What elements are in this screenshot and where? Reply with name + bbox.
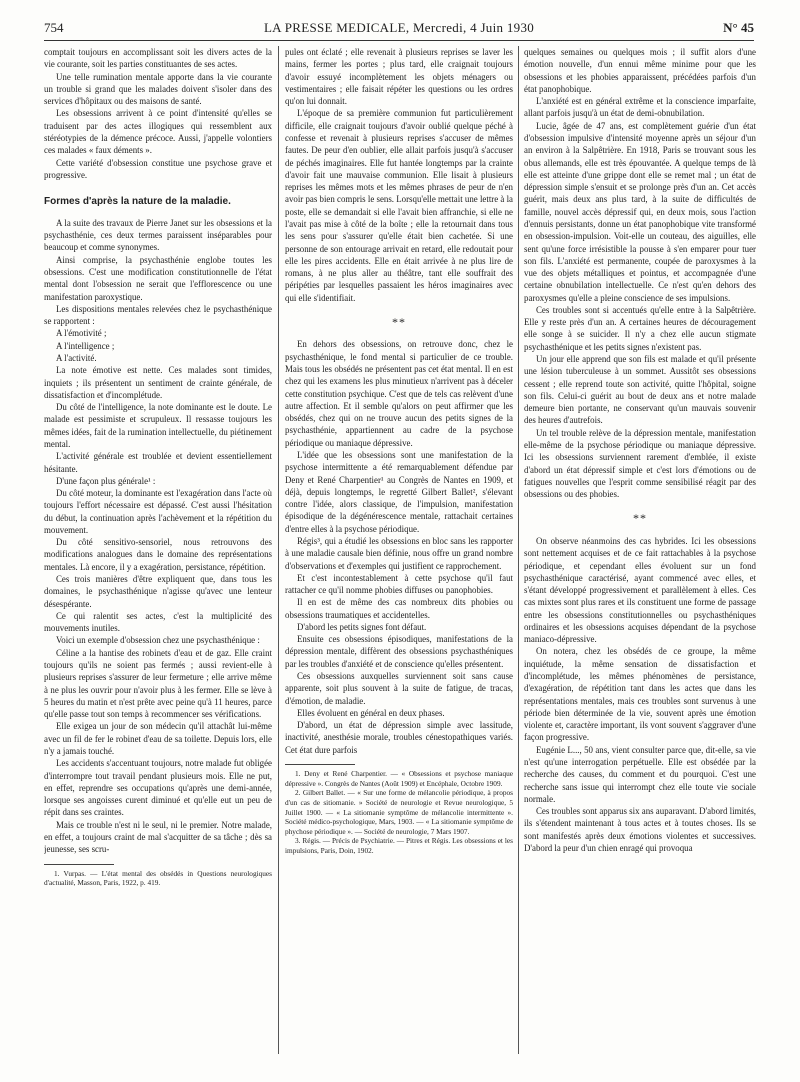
paragraph: A la suite des travaux de Pierre Janet sur les obsessions et la psychasthénie, ces deux termes paraissent inséparables pour beaucoup et comme synonymes. [44,217,272,253]
footnote-rule [44,864,114,865]
footnote-rule [285,764,355,765]
paragraph: Cette variété d'obsession constitue une psychose grave et progressive. [44,157,272,180]
publication-title: LA PRESSE MEDICALE, Mercredi, 4 Juin 1930 [263,20,535,35]
paragraph: On observe néanmoins des cas hybrides. Ici les obsessions sont nettement acquises et de ce fait rattachables à la psychose périodique, et cependant elles évoluent sur un fond psychasthénique caractérisé, ayant commencé avec elles, et s'étant développé progressivement et parallèlement à elles. Ces cas mixtes sont plus rares et ils constituent une forme de passage entre les obsessions constitutionnelles ou psychasthéniques ordinaires et les obsessions acquises dépendant de la psychose maniaco-dépressive. [524,535,756,645]
paragraph: Ces obsessions auxquelles surviennent soit sans cause apparente, soit plus souvent à la suite de fatigue, de tracas, d'émotion, de maladie. [285,671,513,706]
paragraph: Du côté sensitivo-sensoriel, nous retrouvons des modifications analogues dans le domaine des représentations mentales. Là encore, il y a exagération, persistance, répétition. [44,537,272,572]
paragraph: Et c'est incontestablement à cette psychose qu'il faut rattacher ce qu'il nomme phobies diffuses ou panophobies. [285,572,513,596]
issue-number: N° 45 [723,20,754,35]
page-number: 754 [44,20,64,35]
paragraph: Un jour elle apprend que son fils est malade et qu'il présente une lésion tuberculeuse à un sommet. Aussitôt ses obsessions cessent ; elle reprend toute son activité, quitte l'hôpital, soigne son fils. Celui-ci guérit au bout de deux ans et notre malade demeure bien portante, ne conservant qu'un mauvais souvenir des heures d'autrefois. [524,354,756,426]
column-3 [524,46,756,1056]
paragraph: Les accidents s'accentuant toujours, notre malade fut obligée d'interrompre tout travail pendant plusieurs mois. Elle ne put, en effet, reprendre ses occupations qu'après une demi-année, lorsque ses angoisses curent diminué et qu'elle eut un peu de répit dans ses craintes. [44,758,272,818]
paragraph: Les obsessions arrivent à ce point d'intensité qu'elles se traduisent par des actes illogiques qui ressemblent aux stéréotypies de la démence précoce. Aussi, j'appelle volontiers ces malades « faux déments ». [44,108,272,156]
paragraph: L'idée que les obsessions sont une manifestation de la psychose intermittente a été remarquablement défendue par Deny et René Charpentier¹ au Congrès de Nantes en 1909, et déjà, depuis longtemps, le regretté Gilbert Ballet², s'élevant contre l'idée, alors classique, de l'impulsion, manifestation épisodique de la dégénérescence mentale, rattachait certaines d'entre elles à la psychose périodique. [285,449,513,534]
column-2 [285,46,513,1056]
column-divider [518,46,519,1054]
footnote: 3. Régis. — Précis de Psychiatrie. — Pitres et Régis. Les obsessions et les impulsions, Paris, Doin, 1902. [285,836,513,856]
paragraph: Il en est de même des cas nombreux dits phobies ou obsessions traumatiques et accidentelles. [285,597,513,620]
paragraph: Elle exigea un jour de son médecin qu'il attachât lui-même avec un fil de fer le robinet d'eau de sa toilette. Depuis lors, elle n'y a jamais touché. [44,721,272,756]
paragraph: D'abord les petits signes font défaut. [297,621,427,632]
paragraph: Régis³, qui a étudié les obsessions en bloc sans les rapporter à une maladie causale bien définie, nous offre un grand nombre d'observations et d'exemples qui justifient ce rapprochement. [285,535,513,571]
paragraph: Mais ce trouble n'est ni le seul, ni le premier. Notre malade, en effet, a toujours craint de mal s'acquitter de sa tâche ; dès sa jeunesse, ses scru- [44,819,272,855]
paragraph: Elles évoluent en général en deux phases. [297,707,445,718]
paragraph: Les dispositions mentales relevées chez le psychasthénique se rapportent : [44,303,272,327]
paragraph: L'époque de sa première communion fut particulièrement difficile, elle craignait toujours d'avoir oublié quelque péché à confesse et revenait à plusieurs reprises s'accuser de mêmes fautes. De peur d'en oublier, elle allait parfois jusqu'à s'accuser de péchés imaginaires. Elle fut hantée longtemps par la crainte d'avoir fait une mauvaise communion. Elle lisait à plusieurs reprises les mêmes mots et les mêmes phrases de peur de n'en avoir pas bien compris le sens. Lorsqu'elle mettait une lettre à la poste, elle se demandait si elle l'avait bien affranchie, si elle ne l'avait pas mise à côté de la boîte ; elle la retournait dans tous les sens pour s'assurer qu'elle était bien cachetée. Si une personne de son entourage arrivait en retard, elle redoutait pour elle les pires accidents. Elle en était arrivée à ne plus lire de romans, à ne plus aller au théâtre, tant elle souffrait des péripéties par lesquelles passaient les héros imaginaires avec qui elle s'identifiait. [285,108,513,303]
paragraph: La note émotive est nette. Ces malades sont timides, inquiets ; ils présentent un sentiment de crainte générale, de dissatisfaction et d'incomplétude. [44,365,272,400]
paragraph: Ainsi comprise, la psychasthénie englobe toutes les obsessions. C'est une modification constitutionnelle de l'état mental dont l'obsession ne serait que l'efflorescence ou une manifestation paroxystique. [44,254,272,302]
paragraph: quelques semaines ou quelques mois ; il suffit alors d'une émotion nouvelle, d'un ennui même minime pour que les obsessions et les phobies apparaissent, précédées parfois d'un état panophobique. [524,47,756,94]
footnote: 1. Deny et René Charpentier. — « Obsessions et psychose maniaque dépressive ». Congrès de Nantes (Août 1909) et Encéphale, Octobre 1909. [285,769,513,788]
paragraph: D'une façon plus générale¹ : [56,475,156,486]
paragraph: Eugénie L..., 50 ans, vient consulter parce que, dit-elle, sa vie n'est qu'une interrogation perpétuelle. Elle est obsédée par la recherche des causes, du comment et du pourquoi. C'est une recherche sans issue qui interrompt chez elle toute vie sociale normale. [524,744,756,804]
paragraph: Céline a la hantise des robinets d'eau et de gaz. Elle craint toujours qu'ils ne soient pas fermés ; aussi revient-elle à plusieurs reprises s'assurer de leur fermeture ; elle arrive même à ne plus les ouvrir pour n'avoir plus à les fermer. Elle se lève à 5 heures du matin et n'est prête avec peine qu'à 11 heures, parce qu'elle passe tout son temps à recommencer ses vérifications. [44,647,272,720]
paragraph: Ces trois manières d'être expliquent que, dans tous les domaines, le psychasthénique n'agisse qu'avec une lenteur désespérante. [44,574,272,609]
paragraph: Une telle rumination mentale apporte dans la vie courante un trouble si grand que les malades doivent s'isoler dans des services d'hôpitaux ou des maisons de santé. [44,71,272,107]
column-1 [44,46,272,1056]
list-item: A l'émotivité ; [56,328,107,339]
paragraph: Lucie, âgée de 47 ans, est complètement guérie d'un état d'obsession impulsive d'intensité moyenne après un séjour d'un an environ à la Salpêtrière. En 1918, Paris se trouvant sous les obus allemands, elle est très épouvantée. A quelque temps de là elle est atteinte d'une grippe dont elle se remet mal ; un état de dépression simple s'ensuit et se prolonge près d'un an. Cet accès guérit, mais deux ans plus tard, à la suite de difficultés de famille, nouvel accès dépressif qui, en deux mois, sous l'action d'ennuis persistants, donne un état panophobique vite transformé en obsession-impulsion. Voit-elle un couteau, des aiguilles, elle sent qu'une force irrésistible la pousse à s'en emparer pour tuer son fils. L'anxiété est permanente, coupée de paroxysmes à la vue des objets métalliques et pointus, et accompagnée d'une certaine obnubilation intellectuelle. Ce n'est qu'en dehors des paroxysmes qu'elle a pleine conscience de ses impulsions. [524,120,756,303]
list-item: A l'intelligence ; [56,340,115,351]
paragraph: pules ont éclaté ; elle revenait à plusieurs reprises se laver les mains, fermer les portes ; plus tard, elle craignait toujours d'avoir essuyé incomplètement les objets ménagers ou vestimentaires ; elle faisait répéter les questions ou les ordres qu'on lui donnait. [285,47,513,107]
paragraph: D'abord, un état de dépression simple avec lassitude, inactivité, anesthésie morale, troubles cénestopathiques variés. Cet état dure parfois [285,720,513,755]
paragraph: Voici un exemple d'obsession chez une psychasthénique : [56,635,260,646]
paragraph: Ce qui ralentit ses actes, c'est la multiplicité des mouvements inutiles. [44,610,272,634]
section-heading: Formes d'après la nature de la maladie. [44,196,231,208]
list-item: A l'activité. [56,352,97,363]
paragraph: En dehors des obsessions, on retrouve donc, chez le psychasthénique, le fond mental si particulier de ce trouble. Mais tous les obsédés ne présentent pas cet état mental. Il en est chez qui les examens les plus minutieux n'arrivent pas à déceler cette constitution psychique. C'est que de tels cas relèvent d'une autre affection. Et il semble qu'alors on peut affirmer que les obsédés, chez qui on ne trouve aucun des petits signes de la psychasthénie, appartiennent au cadre de la psychose périodique ou maniaque dépressive. [285,339,513,448]
paragraph: L'activité générale est troublée et devient essentiellement hésitante. [44,451,272,474]
paragraph: Un tel trouble relève de la dépression mentale, manifestation elle-même de la psychose périodique ou maniaque dépressive. Ici les obsessions surviennent rarement d'emblée, il existe d'abord un état dépressif simple et c'est lors d'émotions ou de fatigues nouvelles que l'esprit comme sensibilisé réagit par des obsessions ou des phobies. [524,427,756,500]
footnote: 1. Vurpas. — L'état mental des obsédés in Questions neurologiques d'actualité, Masson, Paris, 1922, p. 419. [44,868,272,888]
paragraph: Ces troubles sont si accentués qu'elle entre à la Salpêtrière. Elle y reste près d'un an. A certaines heures de découragement elle songe à se suicider. Il n'y a chez elle aucun stigmate psychasthénique et les petits signes n'existent pas. [524,304,756,352]
section-separator-asterisks: ** [633,511,647,526]
paragraph: L'anxiété est en général extrême et la conscience imparfaite, allant parfois jusqu'à un état de demi-obnubilation. [524,96,756,119]
paragraph: Du côté de l'intelligence, la note dominante est le doute. Le malade est pessimiste et scrupuleux. Il ressasse toujours les mêmes idées, fait de la rumination intellectuelle, du piétinement mental. [44,402,272,449]
paragraph: comptait toujours en accomplissant soit les divers actes de la vie courante, soit les parties constituantes de ses actes. [44,47,272,70]
column-divider [278,46,279,1054]
paragraph: On notera, chez les obsédés de ce groupe, la même inquiétude, la même sensation de dissatisfaction et d'incomplétude, les mêmes phénomènes de persistance, d'exagération, de répétition tant dans les actes que dans les représentations mentales, mais ces troubles sont survenus à une période bien déterminée de la vie, souvent après une émotion violente et, caractère important, ils vont souvent s'aggraver d'une façon progressive. [524,646,756,743]
paragraph: Ces troubles sont apparus six ans auparavant. D'abord limités, ils s'étendent maintenant à tous actes et à toutes choses. Ils se sont manifestés après deux émotions violentes et successives. D'abord la peur d'un chien enragé qui provoqua [524,806,756,853]
page-header [44,18,754,41]
footnote: 2. Gilbert Ballet. — « Sur une forme de mélancolie périodique, à propos d'un cas de sitiomanie. » Société de neurologie et Revue neurologique, 5 Juillet 1900. — « La sitiomanie symptôme de mélancolie intermittente ». Société médico-psychologique, Mars, 1903. — « La sitiomanie symptôme de phychose périodique ». — Société de neurologie, 7 Mars 1907. [285,788,513,836]
paragraph: Ensuite ces obsessions épisodiques, manifestations de la dépression mentale, diffèrent des obsessions psychasthéniques par les troubles d'anxiété et de conscience qu'elles présentent. [285,634,513,669]
paragraph: Du côté moteur, la dominante est l'exagération dans l'acte où toujours l'effort nécessaire est dépassé. C'est aussi l'hésitation du début, la continuation après l'achèvement et la répétition du mouvement. [44,488,272,535]
section-separator-asterisks: ** [392,314,406,329]
